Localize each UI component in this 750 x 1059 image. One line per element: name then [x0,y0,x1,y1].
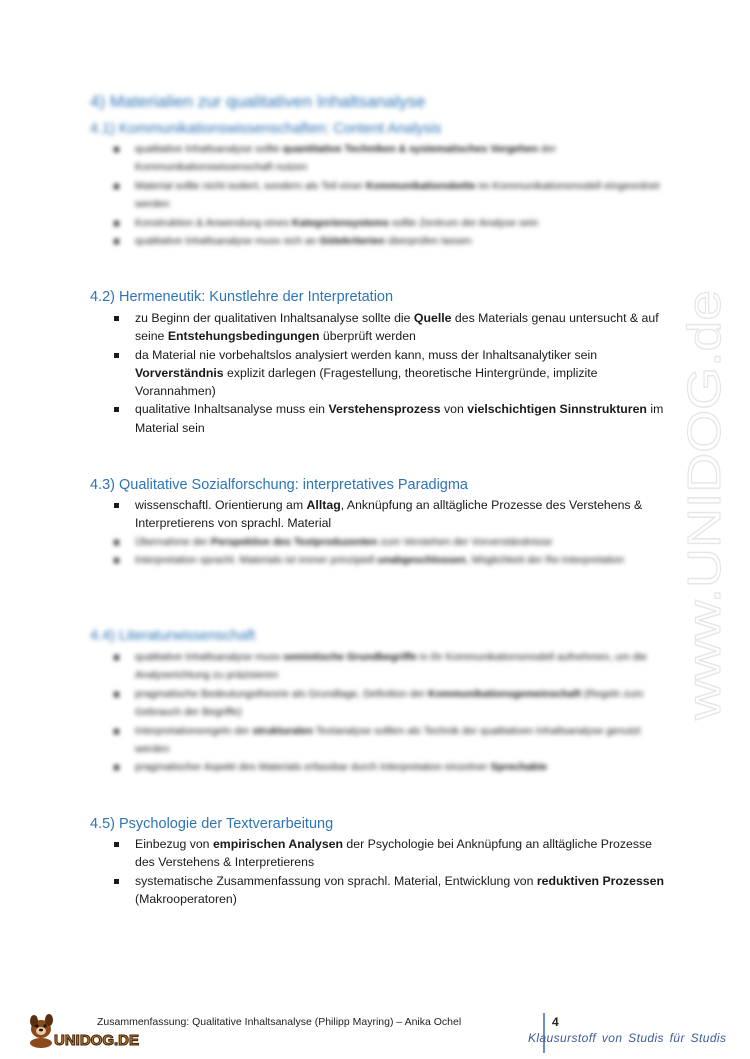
list-item: wissenschaftl. Orientierung am Alltag, Anknüpfung an alltägliche Prozesse des Verstehens & Interpretierens von sprachl. Material [112,496,668,533]
list-item: da Material nie vorbehaltslos analysiert werden kann, muss der Inhaltsanalytiker sein Vorverständnis explizit darlegen (Fragestellung, theoretische Hintergründe, implizite Vorannahmen) [112,346,668,401]
list-item: Einbezug von empirischen Analysen der Psychologie bei Anknüpfung an alltägliche Prozesse des Verstehens & Interpretierens [112,835,668,872]
section-4-4-title: 4.4) Literaturwissenschaft [90,628,256,644]
section-4-5-title: 4.5) Psychologie der Textverarbeitung [90,816,334,832]
section-4-2-list [112,309,668,437]
page-number: 4 [552,1015,559,1029]
watermark [668,280,748,740]
list-item: zu Beginn der qualitativen Inhaltsanalyse sollte die Quelle des Materials genau untersucht & auf seine Entstehungsbedingungen überprüft werden [112,309,668,346]
unidog-logo [24,1007,154,1049]
list-item: qualitative Inhaltsanalyse muss ein Verstehensprozess von vielschichtigen Sinnstrukturen im Material sein [112,400,668,437]
logo-text: UNIDOG.DE [54,1032,140,1049]
section-4-3-title: 4.3) Qualitative Sozialforschung: interpretatives Paradigma [90,477,468,493]
list-item: Konstruktion & Anwendung eines Kategoriensystems sollte Zentrum der Analyse sein [112,214,668,232]
section-4-5-list [112,835,668,908]
list-item: pragmatischer Aspekt des Materials erfassbar durch Interpretation einzelner Sprechakte [112,758,668,776]
section-4-2-title: 4.2) Hermeneutik: Kunstlehre der Interpretation [90,289,394,305]
footer-text: Zusammenfassung: Qualitative Inhaltsanalyse (Philipp Mayring) – Anika Ochel [97,1016,462,1028]
dog-logo-icon [24,1007,154,1049]
list-item: systematische Zusammenfassung von sprachl. Material, Entwicklung von reduktiven Prozessen (Makrooperatoren) [112,872,668,909]
list-item: qualitative Inhaltsanalyse muss sich an Gütekriterien überprüfen lassen [112,232,668,250]
footer-slogan: Klausurstoff von Studis für Studis [528,1031,727,1045]
list-item: qualitative Inhaltsanalyse sollte quantitative Techniken & systematisches Vorgehen der Kommunikationswissenschaft nutzen [112,140,668,177]
list-item: pragmatische Bedeutungstheorie als Grundlage, Definition der Kommunikationsgemeinschaft (Regeln zum Gebrauch der Begriffe) [112,685,668,722]
section-4-1-title: 4.1) Kommunikationswissenschaften: Content Analysis [90,121,442,137]
list-item: Übernahme der Perspektive des Textproduzenten zum Verstehen der Vorverständnisse [112,533,668,551]
heading-main: 4) Materialien zur qualitativen Inhaltsanalyse [90,92,426,111]
section-4-3-list [112,496,668,533]
section-4-1-list [112,140,668,250]
watermark-text: www.UNIDOG.de [678,362,730,720]
list-item: Interpretation sprachl. Materials ist immer prinzipiell unabgeschlossen, Möglichkeit der Re-Interpretation [112,551,668,569]
section-4-3-list-blurred [112,533,668,570]
list-item: Material sollte nicht isoliert, sondern als Teil einer Kommunikationskette im Kommunikationsmodell eingeordnet werden [112,177,668,214]
list-item: Interpretationsregeln der strukturalen Textanalyse sollten als Technik der qualitativen Inhaltsanalyse genutzt werden [112,722,668,759]
list-item: qualitative Inhaltsanalyse muss semiotische Grundbegriffe in ihr Kommunikationsmodell aufnehmen, um die Analyserichtung zu präzisieren [112,648,668,685]
watermark-graphic [668,280,748,740]
section-4-4-list [112,648,668,777]
